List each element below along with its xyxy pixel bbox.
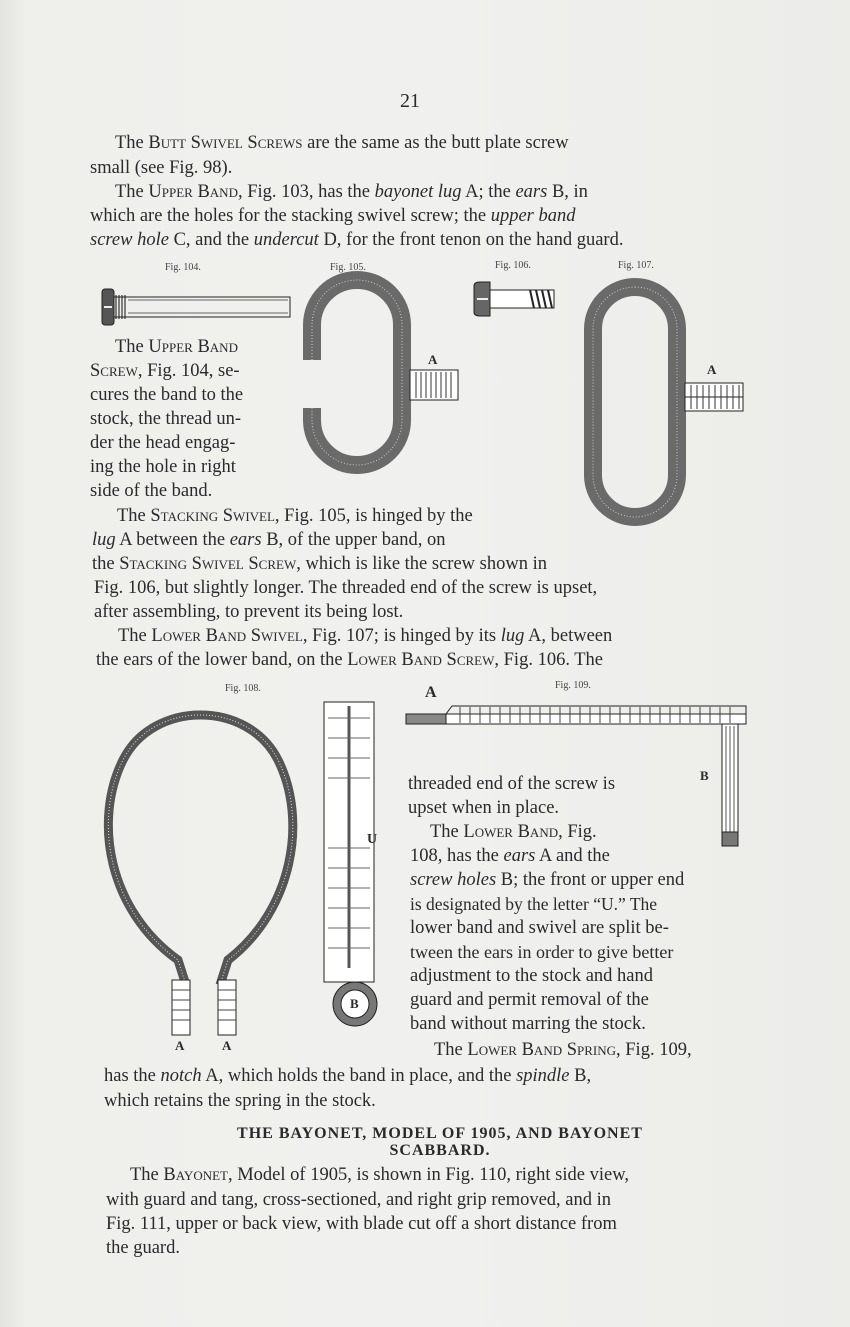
para-bayonet-line2: with guard and tang, cross-sectioned, and right grip removed, and in: [106, 1190, 612, 1210]
fig-109-label-b: B: [700, 768, 709, 783]
caption-fig-104: Fig. 104.: [165, 262, 201, 273]
fig-104-upper-band-screw: [100, 285, 295, 330]
para-lower-band-line7: adjustment to the stock and hand: [410, 966, 654, 986]
caption-fig-106: Fig. 106.: [495, 260, 531, 271]
fig-105-label-a: A: [428, 352, 438, 367]
para-lower-band-swivel-line3: threaded end of the screw is: [408, 774, 616, 794]
para-butt-swivel-line1: The Butt Swivel Screws are the same as the butt plate screw: [115, 133, 569, 153]
para-upper-band-screw-line5: der the head engag-: [90, 433, 236, 453]
fig-108-lower-band: [98, 700, 313, 1040]
para-lower-band-line9: band without marring the stock.: [410, 1014, 646, 1034]
para-stacking-swivel-line3: the Stacking Swivel Screw, which is like the screw shown in: [92, 554, 547, 574]
para-lower-band-line1: The Lower Band, Fig.: [430, 822, 597, 842]
para-lower-band-swivel-line2: the ears of the lower band, on the Lower Band Screw, Fig. 106. The: [96, 650, 603, 670]
para-upper-band-screw-line4: stock, the thread un-: [90, 409, 242, 429]
para-upper-band-screw-line7: side of the band.: [90, 481, 213, 501]
para-stacking-swivel-line2: lug A between the ears B, of the upper band, on: [92, 530, 446, 550]
para-stacking-swivel-line4: Fig. 106, but slightly longer. The threaded end of the screw is upset,: [94, 578, 598, 598]
para-lower-band-swivel-line4: upset when in place.: [408, 798, 560, 818]
para-upper-band-line2: which are the holes for the stacking swivel screw; the upper band: [90, 206, 576, 226]
para-lower-band-line4: is designated by the letter “U.” The: [410, 894, 658, 914]
fig-108-label-a-right: A: [222, 1038, 232, 1053]
para-upper-band-screw-line3: cures the band to the: [90, 385, 244, 405]
fig-108-label-a-left: A: [175, 1038, 185, 1053]
para-upper-band-screw-line1: The Upper Band: [115, 337, 238, 357]
para-lower-band-spring-line3: which retains the spring in the stock.: [104, 1091, 376, 1111]
para-butt-swivel-line2: small (see Fig. 98).: [90, 158, 233, 178]
para-lower-band-line6: tween the ears in order to give better: [410, 942, 674, 962]
page-number: 21: [400, 90, 420, 112]
section-heading-line1: THE BAYONET, MODEL OF 1905, AND BAYONET: [237, 1125, 643, 1142]
fig-108-label-u: U: [367, 832, 378, 847]
caption-fig-108: Fig. 108.: [225, 683, 261, 694]
para-lower-band-line3: screw holes B; the front or upper end: [410, 870, 685, 890]
fig-108-side-view: [318, 698, 388, 1043]
caption-fig-109: Fig. 109.: [555, 680, 591, 691]
para-lower-band-line5: lower band and swivel are split be-: [410, 918, 669, 938]
para-lower-band-swivel-line1: The Lower Band Swivel, Fig. 107; is hinged by its lug A, between: [118, 626, 613, 646]
para-upper-band-screw-line6: ing the hole in right: [90, 457, 236, 477]
fig-107-lower-band-swivel: [585, 275, 755, 530]
para-bayonet-line1: The Bayonet, Model of 1905, is shown in Fig. 110, right side view,: [130, 1165, 629, 1185]
para-lower-band-spring-line2: has the notch A, which holds the band in place, and the spindle B,: [104, 1066, 592, 1086]
para-upper-band-line3: screw hole C, and the undercut D, for the front tenon on the hand guard.: [90, 230, 624, 250]
fig-106-screw: [472, 280, 562, 320]
para-upper-band-screw-line2: Screw, Fig. 104, se-: [90, 361, 240, 381]
para-bayonet-line4: the guard.: [106, 1238, 180, 1258]
para-upper-band-line1: The Upper Band, Fig. 103, has the bayonet lug A; the ears B, in: [115, 182, 588, 202]
caption-fig-107: Fig. 107.: [618, 260, 654, 271]
caption-fig-105: Fig. 105.: [330, 262, 366, 273]
fig-109-label-a: A: [425, 684, 437, 701]
fig-107-label-a: A: [707, 362, 717, 377]
fig-105-stacking-swivel: [300, 280, 470, 470]
para-stacking-swivel-line1: The Stacking Swivel, Fig. 105, is hinged by the: [117, 506, 473, 526]
section-heading-line2: SCABBARD.: [389, 1142, 491, 1159]
para-lower-band-line2: 108, has the ears A and the: [410, 846, 610, 866]
para-lower-band-spring-line1: The Lower Band Spring, Fig. 109,: [434, 1040, 692, 1060]
para-lower-band-line8: guard and permit removal of the: [410, 990, 649, 1010]
para-stacking-swivel-line5: after assembling, to prevent its being lost.: [94, 602, 404, 622]
fig-108-label-b: B: [350, 996, 359, 1011]
para-bayonet-line3: Fig. 111, upper or back view, with blade cut off a short distance from: [106, 1214, 617, 1234]
